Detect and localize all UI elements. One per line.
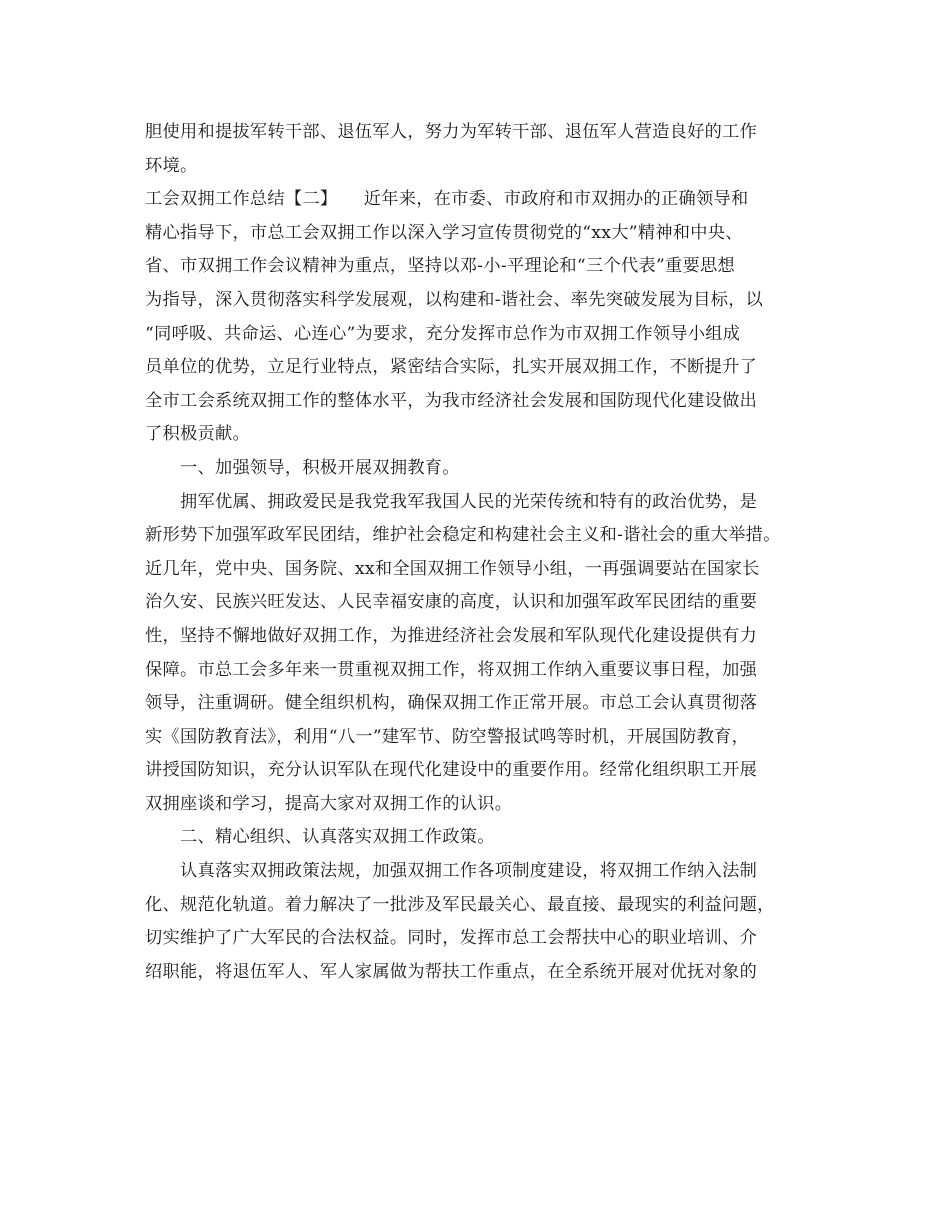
text-line: 胆使用和提拔军转干部、退伍军人，努力为军转干部、退伍军人营造良好的工作 <box>145 122 758 142</box>
section-heading: 一、加强领导，积极开展双拥教育。 <box>145 457 460 478</box>
text-line: 保障。市总工会多年来一贯重视双拥工作，将双拥工作纳入重要议事日程，加强 <box>145 659 758 680</box>
text-line: “同呼吸、共命运、心连心”为要求，充分发挥市总作为市双拥工作领导小组成 <box>145 323 741 344</box>
text-line: 环境。 <box>145 155 198 176</box>
document-body <box>145 116 825 989</box>
text-line: 认真落实双拥政策法规，加强双拥工作各项制度建设，将双拥工作纳入法制 <box>145 861 758 882</box>
text-line: 讲授国防知识，充分认识军队在现代化建设中的重要作用。经常化组织职工开展 <box>145 760 758 781</box>
text-line: 绍职能，将退伍军人、军人家属做为帮扶工作重点，在全系统开展对优抚对象的 <box>145 961 758 982</box>
section-heading: 二、精心组织、认真落实双拥工作政策。 <box>145 827 495 848</box>
text-line: 精心指导下，市总工会双拥工作以深入学习宣传贯彻党的“xx大”精神和中央、 <box>145 222 743 243</box>
text-line: 省、市双拥工作会议精神为重点，坚持以邓-小-平理论和“三个代表”重要思想 <box>145 256 735 277</box>
text-line: 为指导，深入贯彻落实科学发展观，以构建和-谐社会、率先突破发展为目标，以 <box>145 289 764 310</box>
text-line: 新形势下加强军政军民团结，维护社会稳定和构建社会主义和-谐社会的重大举措。 <box>145 525 781 546</box>
text-line: 治久安、民族兴旺发达、人民幸福安康的高度，认识和加强军政军民团结的重要 <box>145 592 758 613</box>
text-line: 化、规范化轨道。着力解决了一批涉及军民最关心、最直接、最现实的利益问题， <box>145 894 775 915</box>
text-line: 员单位的优势，立足行业特点，紧密结合实际，扎实开展双拥工作，不断提升了 <box>145 357 758 378</box>
text-line: 拥军优属、拥政爱民是我党我军我国人民的光荣传统和特有的政治优势，是 <box>145 491 758 512</box>
text-line: 了积极贡献。 <box>145 424 250 445</box>
text-line: 领导，注重调研。健全组织机构，确保双拥工作正常开展。市总工会认真贯彻落 <box>145 693 758 714</box>
text-line: 工会双拥工作总结【二】 近年来，在市委、市政府和市双拥办的正确领导和 <box>145 189 749 210</box>
text-line: 实《国防教育法》，利用“八一”建军节、防空警报试鸣等时机，开展国防教育， <box>145 726 750 747</box>
text-line: 性，坚持不懈地做好双拥工作，为推进经济社会发展和军队现代化建设提供有力 <box>145 625 758 646</box>
text-line: 全市工会系统双拥工作的整体水平，为我市经济社会发展和国防现代化建设做出 <box>145 390 758 411</box>
text-line: 切实维护了广大军民的合法权益。同时，发挥市总工会帮扶中心的职业培训、介 <box>145 928 758 949</box>
text-line: 近几年，党中央、国务院、xx和全国双拥工作领导小组，一再强调要站在国家长 <box>145 558 760 579</box>
text-line: 双拥座谈和学习，提高大家对双拥工作的认识。 <box>145 793 513 814</box>
